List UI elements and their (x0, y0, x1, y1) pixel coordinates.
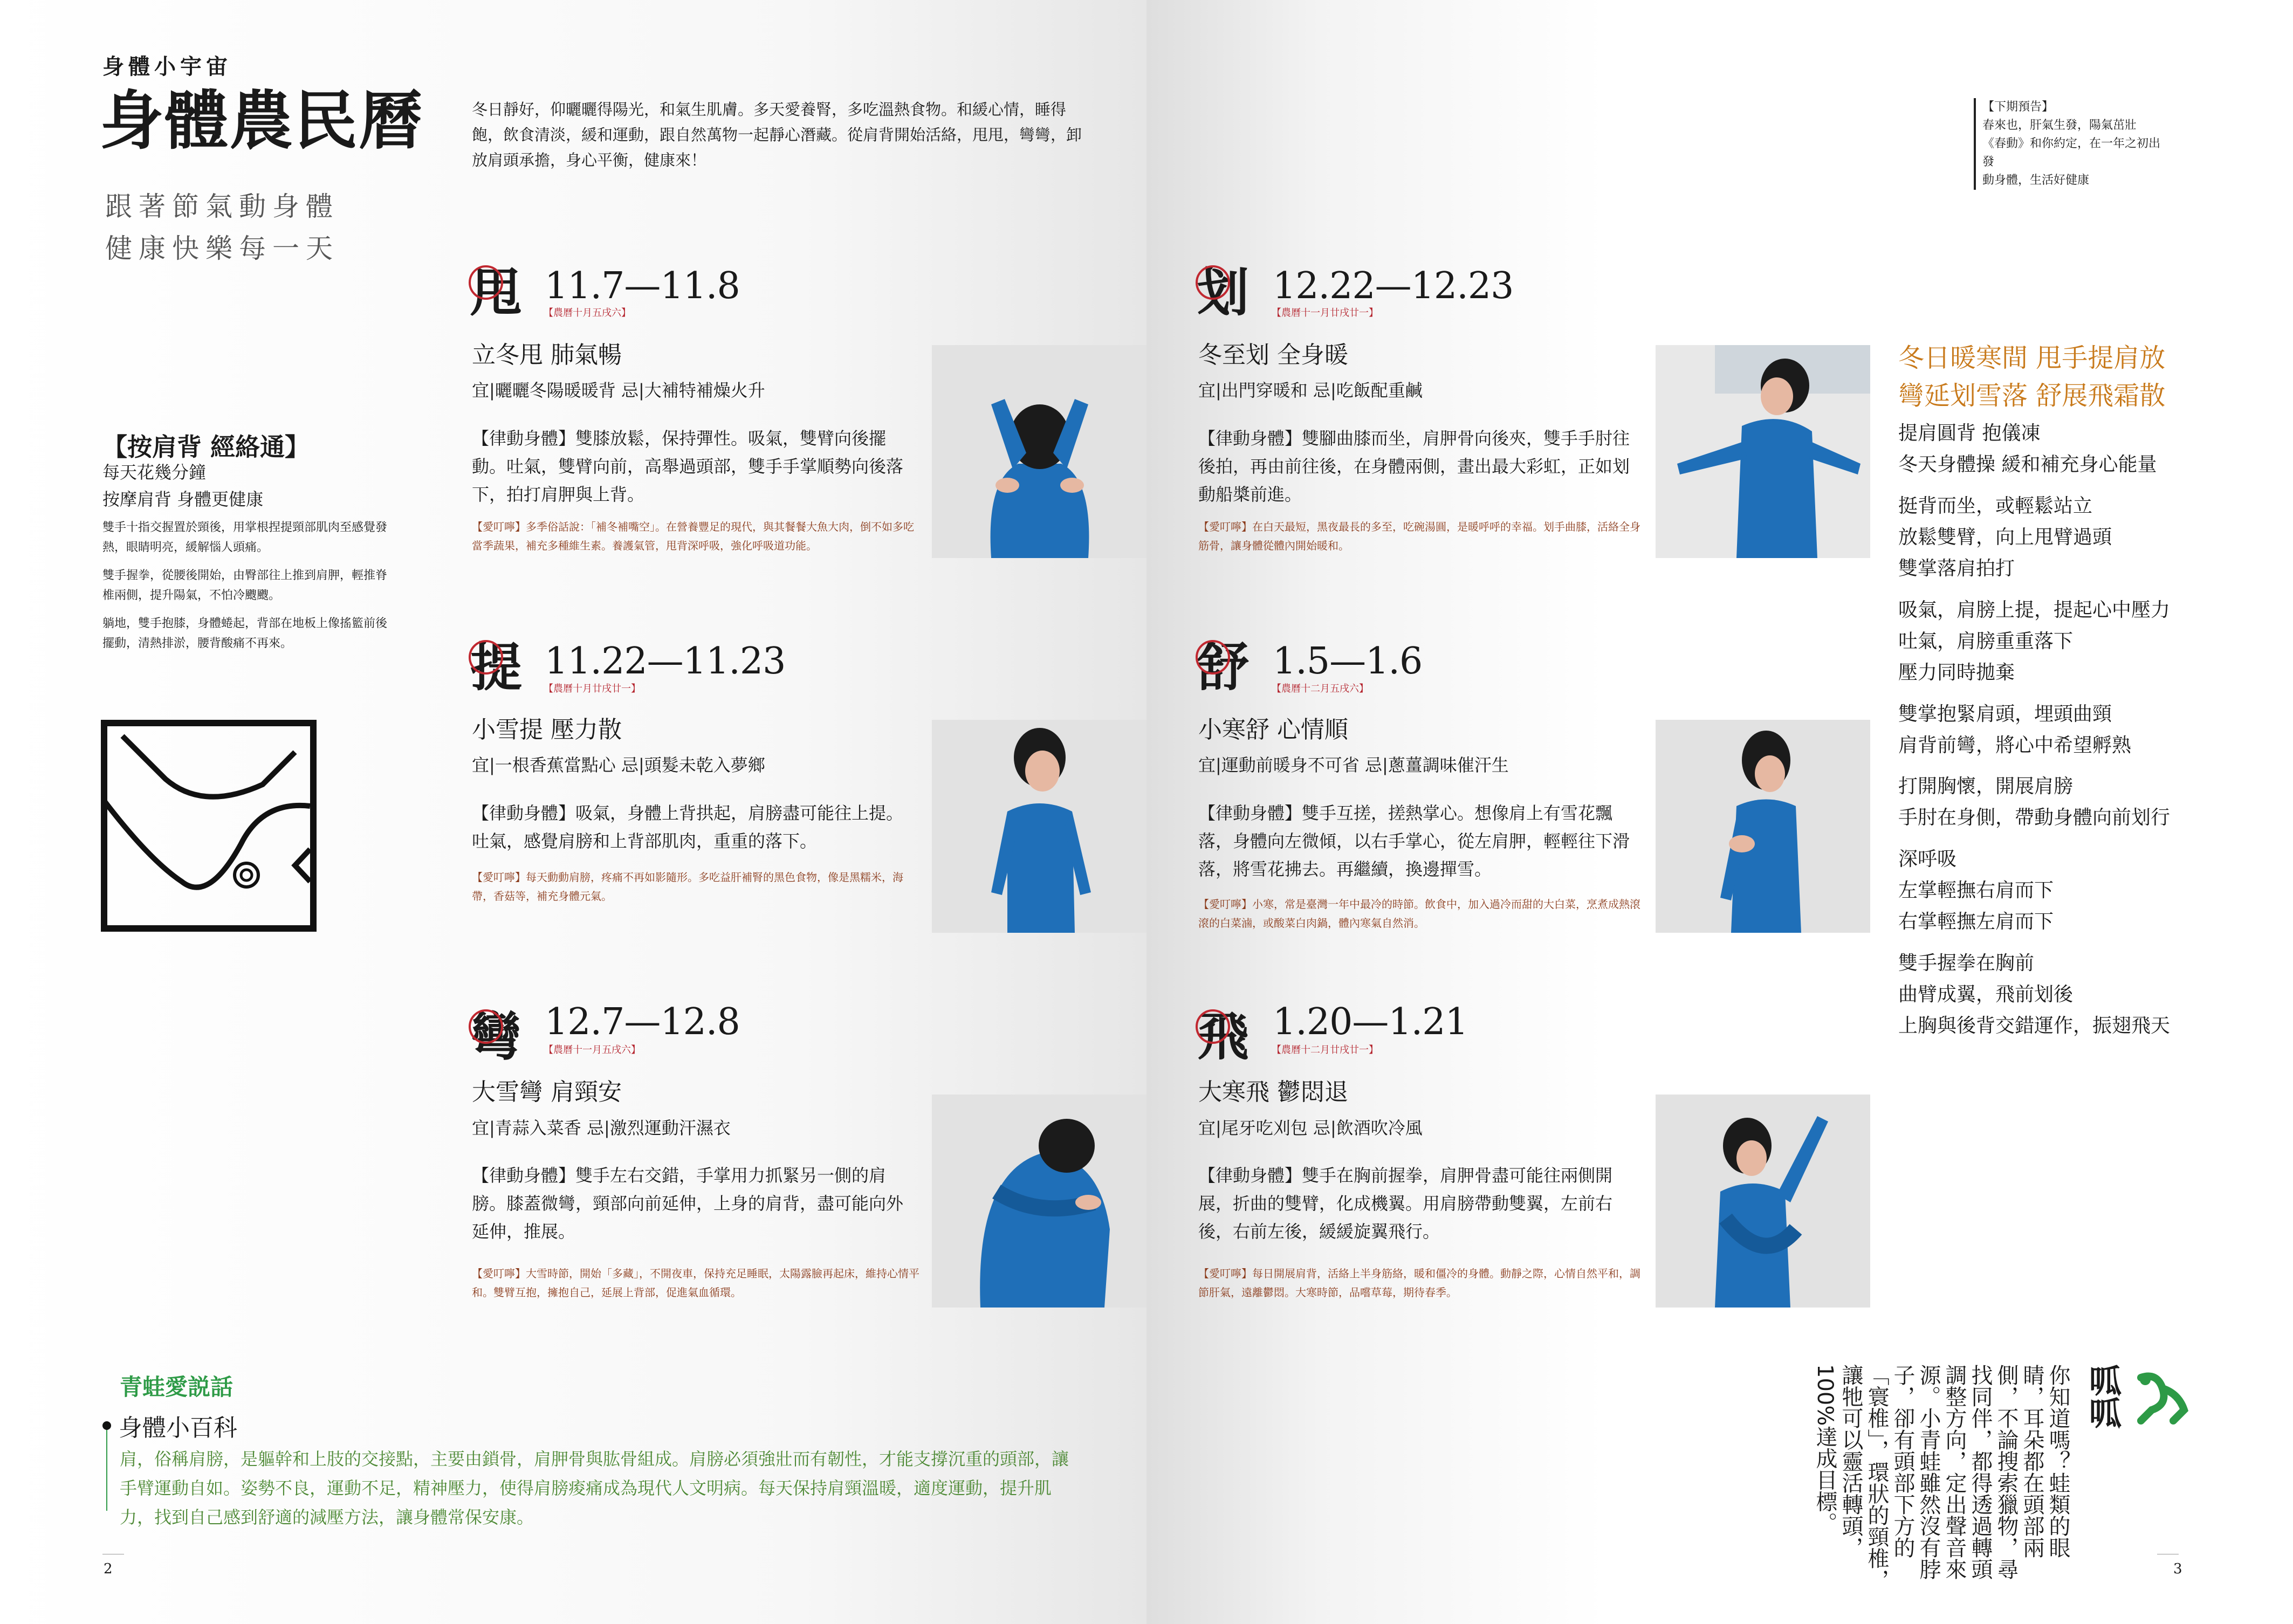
section-rhythm: 【律動身體】雙手互搓，搓熱掌心。想像肩上有雪花飄落，身體向左微傾，以右手掌心，從左肩胛，輕輕往下滑落，將雪花拂去。再繼續，換邊撣雪。 (1198, 803, 1630, 879)
section-date: 12.7—12.8 (545, 1001, 740, 1043)
kicker: 身體小宇宙 (102, 54, 232, 79)
exercise-photo (1656, 345, 1870, 558)
step-line: 雙掌落肩拍打 (1898, 558, 2015, 580)
section-note: 【愛叮嚀】在白天最短，黑夜最長的多至，吃碗湯圓，是暖呼呼的幸福。划手曲膝，活絡全身筋骨，讓身體從體內開始暖和。 (1198, 520, 1640, 552)
section-yi: 宜|運動前暖身不可省 忌|蔥薑調味催汗生 (1198, 755, 1509, 775)
section-char: 甩 (470, 262, 522, 323)
section-glyph (1197, 262, 1249, 323)
section-lunar: 【農曆十月五戌六】 (544, 307, 631, 319)
step-line: 提肩圓背 抱儀凍 (1898, 422, 2041, 444)
step-line: 肩背前彎，將心中希望孵熟 (1898, 734, 2132, 756)
bullet-dot (102, 1421, 111, 1430)
section-lunar: 【農曆十一月五戌六】 (544, 1044, 641, 1056)
step-line: 曲臂成翼，飛前划後 (1898, 983, 2074, 1006)
step-line: 挺背而坐，或輕鬆站立 (1898, 494, 2093, 517)
step-line: 右掌輕撫左肩而下 (1898, 911, 2054, 933)
subtitle-line: 健康快樂每一天 (105, 232, 339, 264)
section-yi: 宜|一根香蕉當點心 忌|頭髮未乾入夢鄉 (472, 755, 765, 775)
intro-paragraph: 冬日靜好，仰曬曬得陽光，和氣生肌膚。多天愛養腎，多吃溫熱食物。和緩心情，睡得飽，飲食清淡，緩和運動，跟自然萬物一起靜心潛藏。從肩背開始活絡，甩甩，彎彎，卸放肩頭承擔，身心平衡，健康來！ (472, 100, 1082, 169)
step-group (1898, 491, 2170, 585)
page-title: 身體農民曆 (100, 84, 424, 158)
step-line: 冬天身體操 緩和補充身心能量 (1898, 453, 2157, 476)
step-line: 左掌輕撫右肩而下 (1898, 879, 2054, 902)
preview-line: 動身體，生活好健康 (1982, 174, 2090, 188)
sidebox-sub-line: 按摩肩背 身體更健康 (102, 488, 264, 510)
section-note: 【愛叮嚀】多季俗話說：「補冬補嘴空」。在營養豐足的現代，與其餐餐大魚大肉，倒不如多吃當季蔬果，補充多種維生素。養護氣管，甩背深呼吸，強化呼吸道功能。 (472, 520, 914, 552)
step-group (1898, 595, 2170, 689)
step-line: 深呼吸 (1898, 848, 1957, 870)
section-note: 【愛叮嚀】小寒，常是臺灣一年中最冷的時節。飲食中，加入過冷而甜的大白菜，烹煮成熱滾滾的白菜滷，或酸菜白肉鍋，體內寒氣自然消。 (1198, 898, 1640, 930)
exercise-photo (1656, 720, 1870, 933)
section-subtitle: 冬至划 全身暖 (1198, 341, 1348, 369)
sidebox-paragraph: 躺地，雙手抱膝，身體蜷起，背部在地板上像搖籃前後擺動，清熱排淤，腰背酸痛不再來。 (102, 616, 388, 650)
exercise-photo (932, 720, 1146, 933)
frog-title: 呱呱 (2084, 1364, 2122, 1429)
section-char: 彎 (470, 1006, 522, 1067)
frog-icon (2130, 1367, 2195, 1432)
section-glyph (470, 637, 522, 698)
section-date: 11.22—11.23 (545, 640, 786, 683)
section-note: 【愛叮嚀】每日開展肩背，活絡上半身筋絡，暖和僵冷的身體。動靜之際，心情自然平和，調節肝氣，遠離鬱悶。大寒時節，品嚐草莓，期待春季。 (1198, 1267, 1640, 1299)
sidebox-paragraph: 雙手十指交握置於頸後，用掌根捏提頸部肌肉至感覺發熱，眼睛明亮，緩解惱人頭痛。 (102, 521, 388, 555)
section-date: 1.5—1.6 (1273, 640, 1423, 683)
sidebox-heading: 【按肩背 經絡通】 (102, 432, 310, 462)
steps-intro (1898, 418, 2170, 481)
step-line: 吸氣，肩膀上提，提起心中壓力 (1898, 598, 2171, 621)
exercise-photo (932, 1095, 1146, 1308)
body-encyclopedia-heading: 身體小百科 (119, 1414, 237, 1442)
section-glyph (470, 262, 522, 323)
preview-heading: 【下期預告】 (1982, 100, 2054, 114)
section-date: 12.22—12.23 (1273, 265, 1514, 307)
step-line: 雙掌抱緊肩頭，埋頭曲頸 (1898, 703, 2112, 725)
bullet-line (106, 1430, 107, 1511)
section-glyph (470, 1006, 522, 1067)
section-subtitle: 大雪彎 肩頸安 (472, 1078, 622, 1106)
section-yi: 宜|曬曬冬陽暖暖背 忌|大補特補燥火升 (472, 380, 765, 401)
preview-line: 春來也，肝氣生發，陽氣茁壯 (1982, 119, 2137, 133)
section-note: 【愛叮嚀】大雪時節，開始「多藏」，不開夜車，保持充足睡眠，太陽露臉再起床，維持心情平和。雙臂互抱，擁抱自己，延展上背部，促進氣血循環。 (472, 1267, 919, 1299)
section-note: 【愛叮嚀】每天動動肩膀，疼痛不再如影隨形。多吃益肝補腎的黑色食物，像是黑糯米，海帶，香菇等，補充身體元氣。 (472, 871, 903, 903)
section-rhythm: 【律動身體】吸氣，身體上背拱起，肩膀盡可能往上提。吐氣，感覺肩膀和上背部肌肉，重重的落下。 (472, 803, 904, 851)
section-yi: 宜|尾牙吃刈包 忌|飲酒吹冷風 (1198, 1118, 1423, 1138)
section-rhythm: 【律動身體】雙手左右交錯，手掌用力抓緊另一側的肩膀。膝蓋微彎，頸部向前延伸，上身的肩背，盡可能向外延伸，推展。 (472, 1165, 904, 1242)
step-line: 放鬆雙臂，向上甩臂過頭 (1898, 526, 2112, 548)
section-char: 划 (1197, 262, 1249, 323)
page-number: 2 (104, 1561, 113, 1577)
section-lunar: 【農曆十月廿戌廿一】 (544, 683, 641, 694)
section-glyph (1197, 637, 1249, 698)
subtitle-line: 跟著節氣動身體 (105, 191, 339, 222)
exercise-photo (932, 345, 1146, 558)
exercise-photo (1656, 1095, 1870, 1308)
step-line: 壓力同時拋棄 (1898, 662, 2015, 684)
section-yi: 宜|青蒜入菜香 忌|激烈運動汗濕衣 (472, 1118, 731, 1138)
step-line: 雙手握拳在胸前 (1898, 952, 2035, 974)
section-char: 提 (470, 637, 522, 698)
section-glyph (1197, 1006, 1249, 1067)
step-group (1898, 699, 2170, 762)
section-char: 舒 (1197, 637, 1249, 698)
poem-heading (1898, 340, 2165, 415)
section-date: 11.7—11.8 (545, 265, 740, 307)
encyclopedia-text: 肩，俗稱肩膀，是軀幹和上肢的交接點，主要由鎖骨，肩胛骨與肱骨組成。肩膀必須強壯而有韌性，才能支撐沉重的頭部，讓手臂運動自如。姿勢不良，運動不足，精神壓力，使得肩膀痠痛成為現代人文明病。每天保持肩頸溫暖，適度運動，提升肌力，找到自己感到舒適的減壓方法，讓身體常保安康。 (120, 1449, 1069, 1527)
sidebox-sub-line: 每天花幾分鐘 (102, 462, 207, 483)
poem-line: 彎延划雪落 舒展飛霜散 (1898, 380, 2166, 411)
sidebox-subheading (102, 459, 263, 513)
section-rhythm: 【律動身體】雙腳曲膝而坐，肩胛骨向後夾，雙手手肘往後拍，再由前往後，在身體兩側，畫出最大彩虹，正如划動船槳前進。 (1198, 428, 1630, 505)
body-logo-icon (101, 720, 317, 932)
section-subtitle: 小雪提 壓力散 (472, 716, 622, 744)
frog-vertical-text: 你知道嗎？蛙類的眼睛，耳朵都在頭部兩側，不論搜索獵物，尋找同伴，都得透過轉頭調整方向，定出聲音來源。小青蛙雖然沒有脖子，卻有頭部下方的「寰椎」，環狀的頸椎，讓牠可以靈活轉頭，100%達成目標。 (1813, 1364, 2070, 1591)
section-subtitle: 小寒舒 心情順 (1198, 716, 1348, 744)
section-subtitle: 立冬甩 肺氣暢 (472, 341, 622, 369)
section-lunar: 【農曆十一月廿戌廿一】 (1272, 307, 1378, 319)
step-line: 上胸與後背交錯運作，振翅飛天 (1898, 1015, 2171, 1037)
page-subtitle (105, 186, 339, 270)
step-line: 手肘在身側，帶動身體向前划行 (1898, 807, 2171, 829)
step-group (1898, 844, 2170, 938)
step-group (1898, 771, 2170, 834)
section-lunar: 【農曆十二月五戌六】 (1272, 683, 1369, 694)
section-rhythm: 【律動身體】雙手在胸前握拳，肩胛骨盡可能往兩側開展，折曲的雙臂，化成機翼。用肩膀帶動雙翼，左前右後，右前左後，緩緩旋翼飛行。 (1198, 1165, 1613, 1242)
step-group (1898, 948, 2170, 1042)
sidebox-body (102, 518, 394, 661)
preview-line: 《春動》和你約定，在一年之初出發 (1982, 137, 2161, 169)
sidebox-paragraph: 雙手握拳，從腰後開始，由臀部往上推到肩胛，輕推脊椎兩側，提升陽氣，不怕冷颼颼。 (102, 568, 388, 603)
step-line: 吐氣，肩膀重重落下 (1898, 630, 2074, 652)
section-date: 1.20—1.21 (1273, 1001, 1468, 1043)
section-char: 飛 (1197, 1006, 1249, 1067)
exercise-steps (1898, 418, 2170, 1052)
poem-line: 冬日暖寒間 甩手提肩放 (1898, 343, 2166, 373)
section-subtitle: 大寒飛 鬱悶退 (1198, 1078, 1348, 1106)
section-rhythm: 【律動身體】雙膝放鬆，保持彈性。吸氣，雙臂向後擺動。吐氣，雙臂向前，高舉過頭部，雙手手掌順勢向後落下，拍打肩胛與上背。 (472, 428, 904, 505)
next-issue-preview (1974, 98, 2168, 190)
page-number: 3 (2173, 1561, 2182, 1577)
section-yi: 宜|出門穿暖和 忌|吃飯配重鹹 (1198, 380, 1423, 401)
frog-talk-heading: 青蛙愛説話 (120, 1374, 234, 1400)
step-line: 打開胸懷，開展肩膀 (1898, 775, 2074, 798)
section-lunar: 【農曆十二月廿戌廿一】 (1272, 1044, 1378, 1056)
